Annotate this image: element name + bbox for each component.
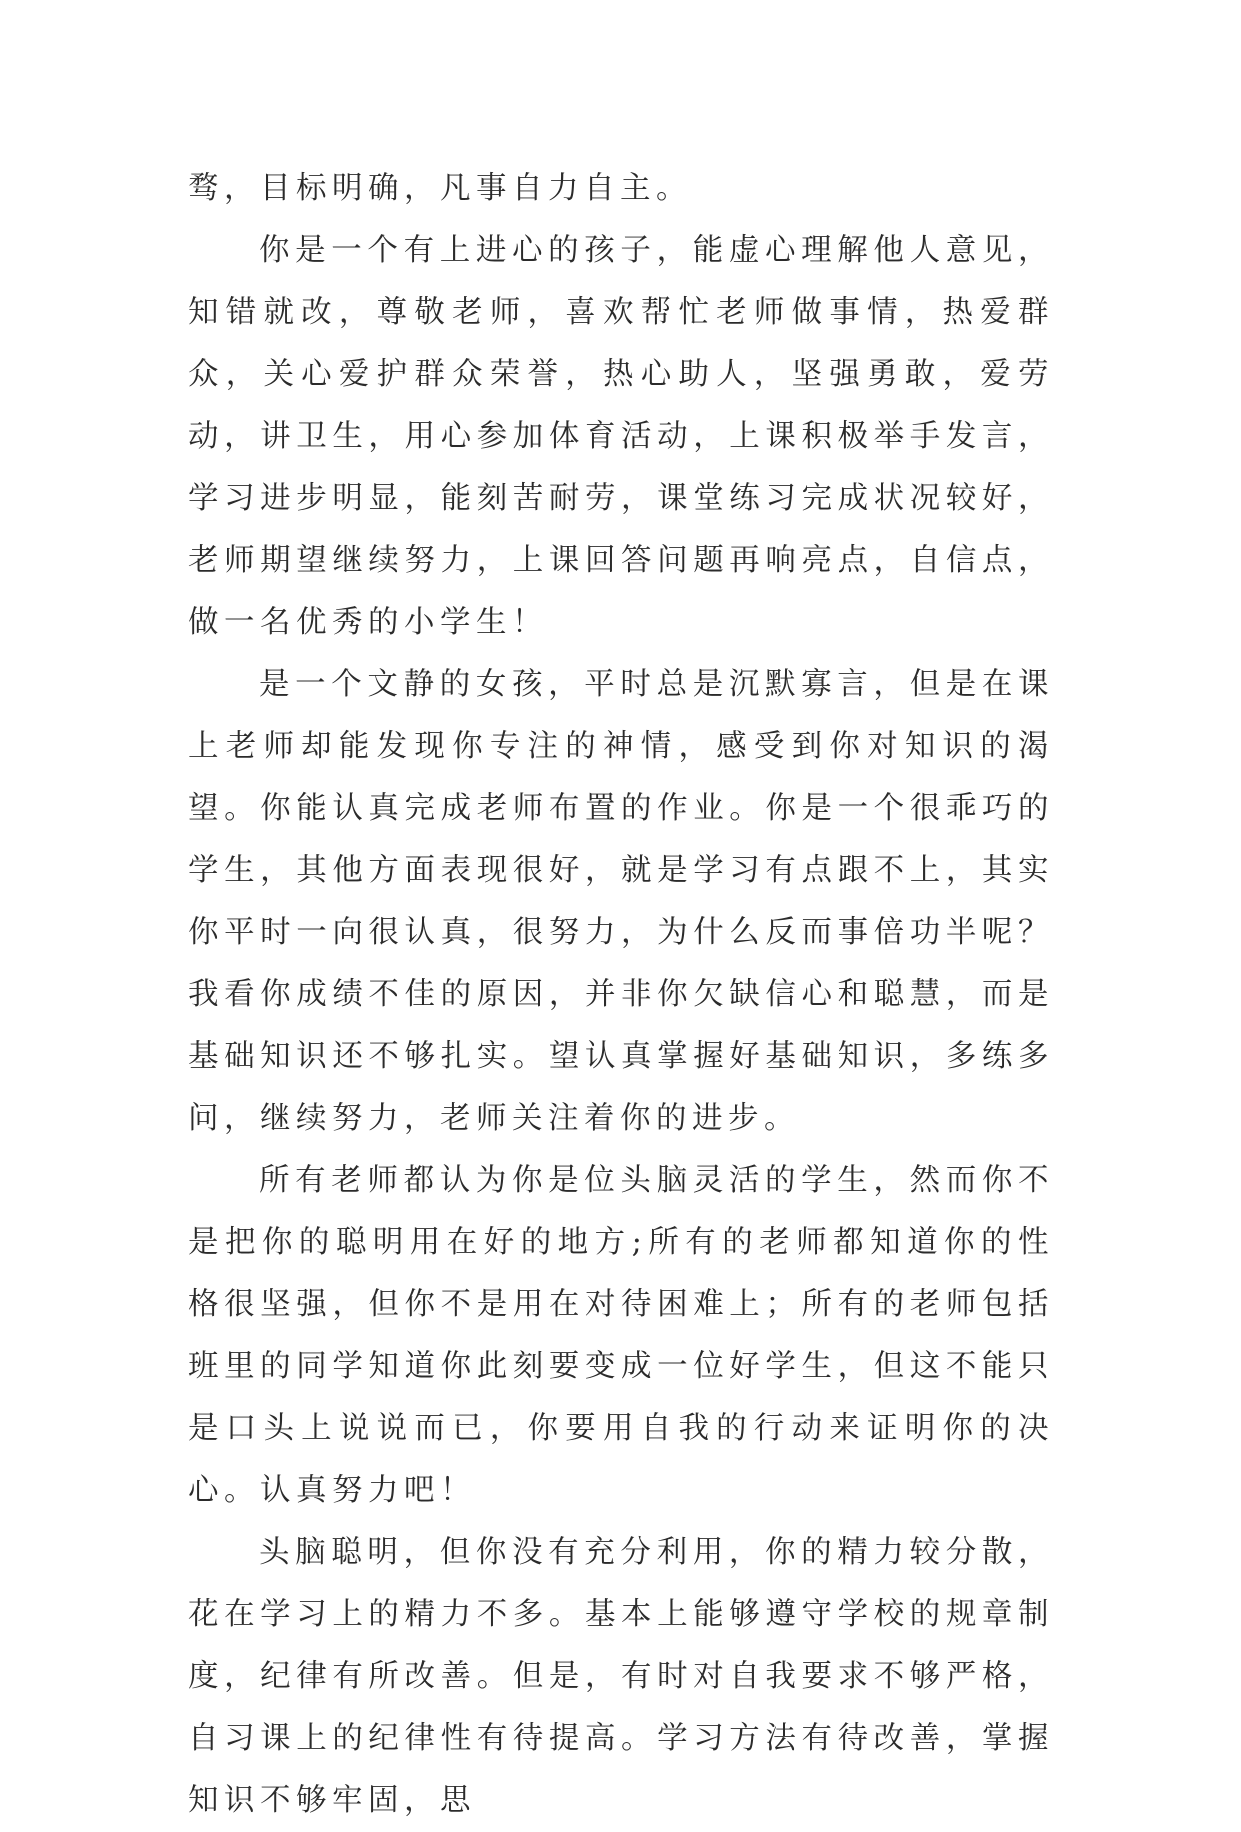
document-body bbox=[188, 158, 1054, 1832]
paragraph-continuation: 骛，目标明确，凡事自力自主。 bbox=[188, 171, 692, 206]
paragraph-comment-4: 头脑聪明，但你没有充分利用，你的精力较分散，花在学习上的精力不多。基本上能够遵守学校的规章制度，纪律有所改善。但是，有时对自我要求不够严格，自习课上的纪律性有待提高。学习方法有待改善，掌握知识不够牢固，思 bbox=[188, 1535, 1054, 1818]
paragraph-comment-2: 是一个文静的女孩，平时总是沉默寡言，但是在课上老师却能发现你专注的神情，感受到你对知识的渴望。你能认真完成老师布置的作业。你是一个很乖巧的学生，其他方面表现很好，就是学习有点跟不上，其实你平时一向很认真，很努力，为什么反而事倍功半呢？我看你成绩不佳的原因，并非你欠缺信心和聪慧，而是基础知识还不够扎实。望认真掌握好基础知识，多练多问，继续努力，老师关注着你的进步。 bbox=[188, 667, 1054, 1136]
paragraph-comment-3: 所有老师都认为你是位头脑灵活的学生，然而你不是把你的聪明用在好的地方;所有的老师都知道你的性格很坚强，但你不是用在对待困难上；所有的老师包括班里的同学知道你此刻要变成一位好学生，但这不能只是口头上说说而已，你要用自我的行动来证明你的决心。认真努力吧！ bbox=[188, 1163, 1054, 1508]
paragraph-comment-1: 你是一个有上进心的孩子，能虚心理解他人意见，知错就改，尊敬老师，喜欢帮忙老师做事情，热爱群众，关心爱护群众荣誉，热心助人，坚强勇敢，爱劳动，讲卫生，用心参加体育活动，上课积极举手发言，学习进步明显，能刻苦耐劳，课堂练习完成状况较好，老师期望继续努力，上课回答问题再响亮点，自信点，做一名优秀的小学生！ bbox=[188, 233, 1054, 640]
